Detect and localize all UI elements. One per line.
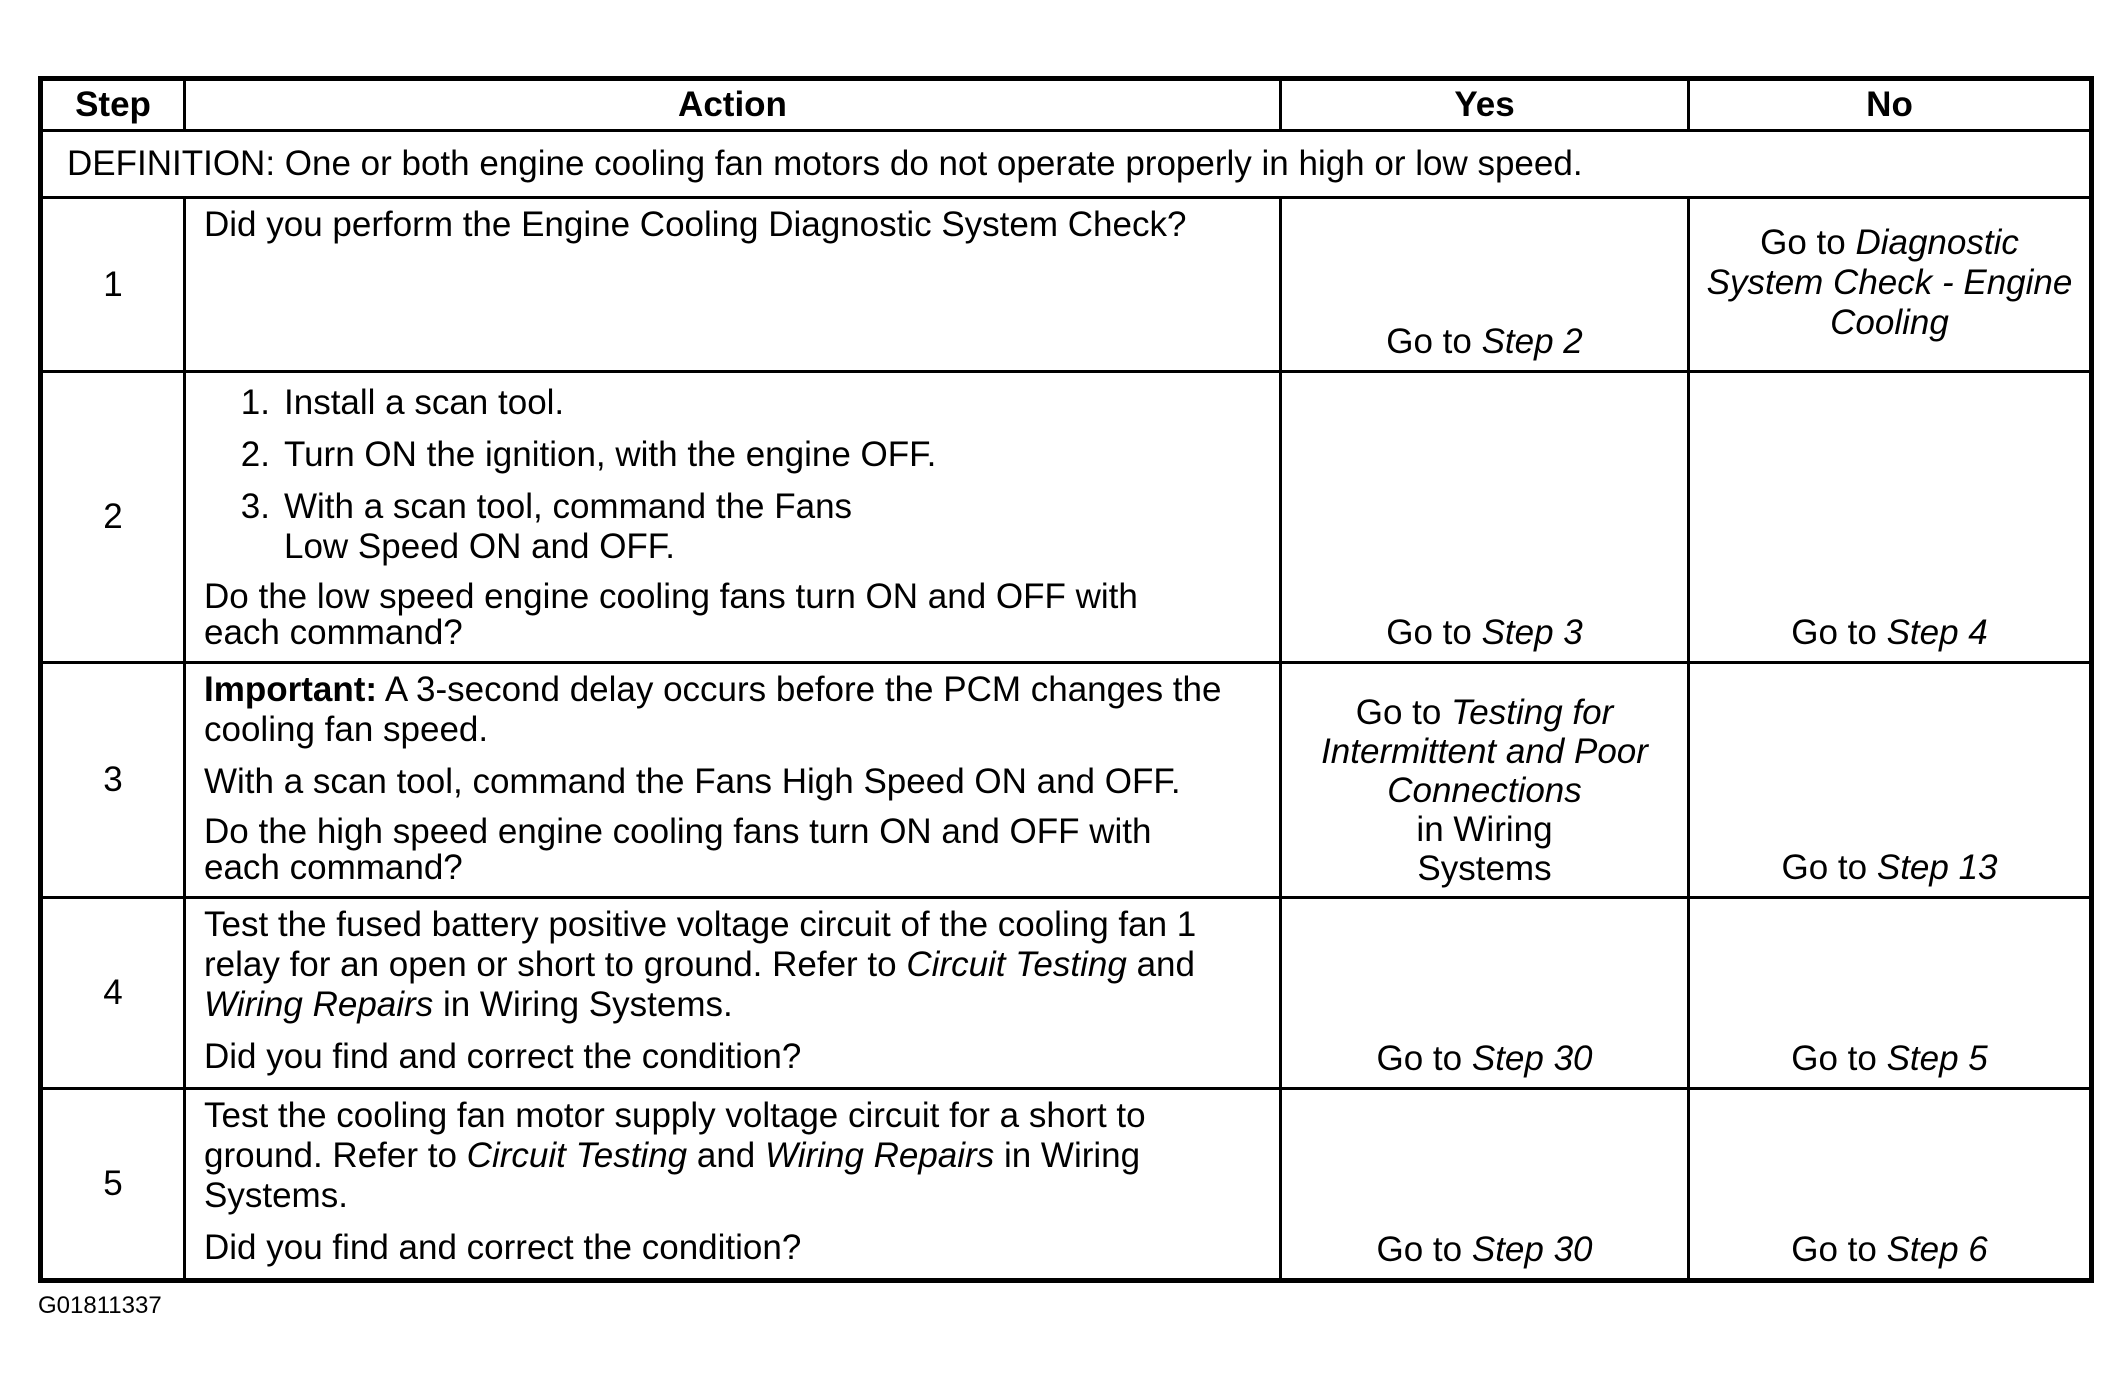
list-number: 3. [240,487,270,526]
no-prefix: Go to [1791,613,1877,652]
no-prefix: Go to [1791,1230,1877,1269]
action-question: Did you find and correct the condition? [204,1228,802,1267]
important-text: A 3-second delay occurs before the PCM changes the cooling fan speed. [204,670,1222,749]
list-text: With a scan tool, command the Fans Low Speed ON and OFF. [284,487,853,566]
action-text [204,1096,1204,1216]
yes-reference-link[interactable]: Testing for Intermittent and Poor Connections [1321,693,1648,810]
yes-step-link[interactable]: Step 2 [1481,322,1583,361]
step-number: 2 [41,372,185,663]
header-no: No [1689,79,2092,131]
table-row [41,898,2092,1089]
table-row [41,663,2092,898]
action-cell [185,1089,1281,1281]
circuit-testing-link[interactable]: Circuit Testing [906,945,1127,984]
yes-cell [1281,198,1689,372]
action-cell [185,663,1281,898]
action-question: Did you find and correct the condition? [204,1037,802,1076]
list-item [204,487,1265,567]
action-question: Do the high speed engine cooling fans turn ON and OFF with each command? [204,812,1152,887]
list-number: 1. [240,383,270,422]
header-yes: Yes [1281,79,1689,131]
no-cell [1689,1089,2092,1281]
action-instruction: With a scan tool, command the Fans High Speed ON and OFF. [204,762,1181,801]
action-text-part: and [1136,945,1195,984]
action-text [204,905,1265,1025]
yes-prefix: Go to [1376,1230,1463,1269]
yes-step-link[interactable]: Step 30 [1471,1039,1593,1078]
list-item [204,383,1265,423]
list-number: 2. [240,435,270,474]
step-number: 5 [41,1089,185,1281]
action-text-part: Test the fused battery positive voltage circuit of the cooling fan 1 relay for an open or short to ground. Refer to [204,905,1197,984]
figure-id: G01811337 [38,1292,162,1319]
important-label: Important: [204,670,378,709]
yes-prefix: Go to [1355,693,1442,732]
definition-row [41,131,2092,198]
circuit-testing-link[interactable]: Circuit Testing [466,1136,688,1175]
no-step-link[interactable]: Step 5 [1886,1039,1988,1078]
no-prefix: Go to [1781,848,1868,887]
step-number: 4 [41,898,185,1089]
no-cell [1689,198,2092,372]
action-text-part: in Wiring Systems. [204,1136,1141,1215]
list-item [204,435,1265,475]
yes-prefix: Go to [1386,322,1472,361]
no-prefix: Go to [1760,222,1846,262]
table-row [41,198,2092,372]
step-number: 3 [41,663,185,898]
no-cell [1689,898,2092,1089]
yes-step-link[interactable]: Step 3 [1481,613,1583,652]
action-text-part: Test the cooling fan motor supply voltage circuit for a short to ground. Refer to [204,1096,1146,1175]
list-text: Install a scan tool. [284,383,565,422]
no-prefix: Go to [1791,1039,1877,1078]
header-action: Action [185,79,1281,131]
yes-cell [1281,372,1689,663]
yes-cell [1281,898,1689,1089]
no-step-link[interactable]: Step 13 [1876,848,1998,887]
wiring-repairs-link[interactable]: Wiring Repairs [204,985,434,1024]
action-question: Did you perform the Engine Cooling Diagnostic System Check? [204,205,1187,244]
table-row [41,372,2092,663]
header-row [41,79,2092,131]
action-text-part: and [696,1136,756,1175]
list-text: Turn ON the ignition, with the engine OFF. [284,435,937,474]
diagnostic-table [38,76,2094,1283]
action-question: Do the low speed engine cooling fans turn ON and OFF with each command? [204,577,1138,652]
step-number: 1 [41,198,185,372]
yes-prefix: Go to [1386,613,1472,652]
action-steps-list [204,383,1265,567]
action-cell [185,198,1281,372]
important-note [204,670,1265,750]
action-cell [185,898,1281,1089]
table-row [41,1089,2092,1281]
yes-prefix: Go to [1376,1039,1463,1078]
yes-cell [1281,663,1689,898]
yes-cell [1281,1089,1689,1281]
action-text-part: in Wiring Systems. [442,985,733,1024]
yes-step-link[interactable]: Step 30 [1471,1230,1593,1269]
wiring-repairs-link[interactable]: Wiring Repairs [765,1136,995,1175]
yes-suffix: in Wiring Systems [1416,810,1553,888]
action-cell [185,372,1281,663]
header-step: Step [41,79,185,131]
no-step-link[interactable]: Step 4 [1886,613,1988,652]
no-step-link[interactable]: Step 6 [1886,1230,1988,1269]
no-step-link[interactable]: Diagnostic System Check - Engine Cooling [1706,222,2073,342]
no-cell [1689,372,2092,663]
definition-text: DEFINITION: One or both engine cooling fan motors do not operate properly in high or low speed. [41,131,2092,198]
no-cell [1689,663,2092,898]
